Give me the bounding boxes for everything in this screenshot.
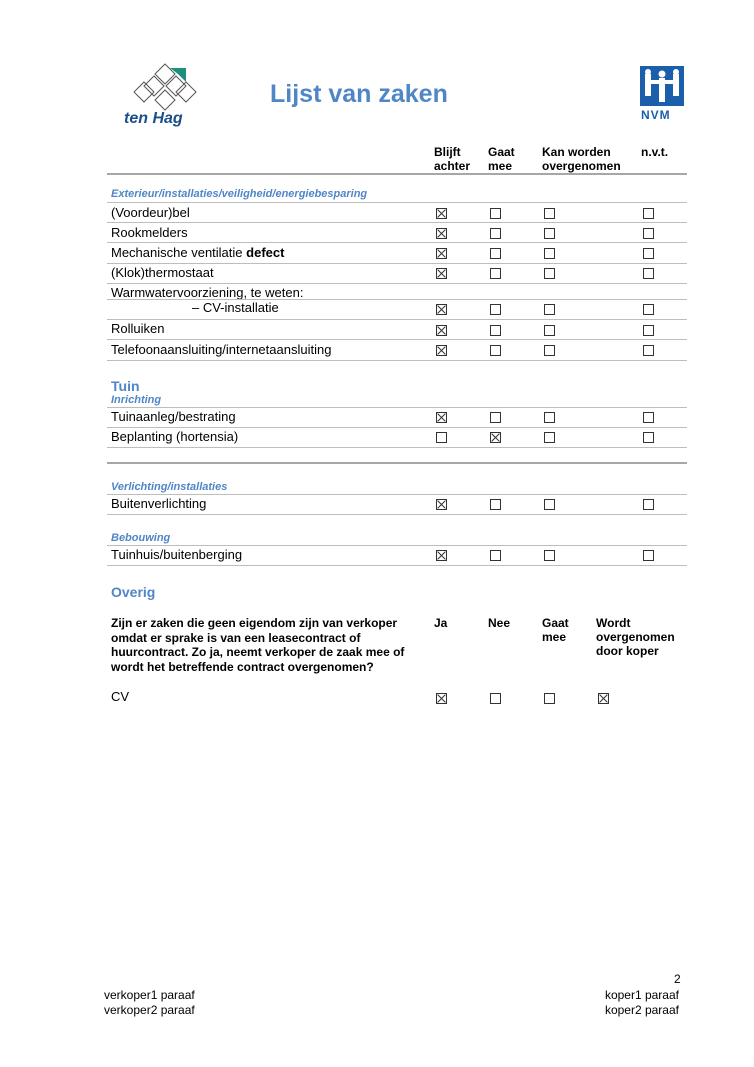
checkbox[interactable] <box>544 248 555 259</box>
divider <box>107 360 687 361</box>
checkbox[interactable] <box>643 499 654 510</box>
row-label-beplanting: Beplanting (hortensia) <box>111 429 239 444</box>
checkbox[interactable] <box>436 248 447 259</box>
row-label-cv: CV <box>111 689 130 704</box>
divider <box>107 565 687 566</box>
row-label-rolluiken: Rolluiken <box>111 321 165 336</box>
row-label-buitenverlichting: Buitenverlichting <box>111 496 207 511</box>
checkbox[interactable] <box>544 228 555 239</box>
checkbox[interactable] <box>490 228 501 239</box>
checkbox[interactable] <box>598 693 609 704</box>
divider <box>107 242 687 243</box>
checkbox[interactable] <box>544 432 555 443</box>
checkbox[interactable] <box>436 345 447 356</box>
section-bebouwing: Bebouwing <box>111 532 171 544</box>
checkbox[interactable] <box>490 208 501 219</box>
divider <box>107 462 687 464</box>
overig-question: Zijn er zaken die geen eigendom zijn van verkoper omdat er sprake is van een leasecontract of huurcontract. Zo ja, neemt verkoper de zaak mee of wordt het betreffende contract overgenomen? <box>111 616 405 674</box>
column-header-ja: Ja <box>434 616 448 630</box>
checkbox[interactable] <box>544 550 555 561</box>
checkbox[interactable] <box>544 325 555 336</box>
row-label-telefoonaansluiting: Telefoonaansluiting/internetaansluiting <box>111 342 332 357</box>
checkbox[interactable] <box>490 550 501 561</box>
footer-verkoper1: verkoper1 paraaf <box>104 988 195 1002</box>
divider <box>107 222 687 223</box>
checkbox[interactable] <box>544 499 555 510</box>
checkbox[interactable] <box>643 208 654 219</box>
checkbox[interactable] <box>643 268 654 279</box>
checkbox[interactable] <box>643 412 654 423</box>
page-title: Lijst van zaken <box>270 80 448 108</box>
section-overig: Overig <box>111 584 156 600</box>
divider <box>107 494 687 495</box>
checkbox[interactable] <box>490 432 501 443</box>
divider <box>107 319 687 320</box>
column-header-blijft-achter: Blijft achter <box>434 145 471 173</box>
checkbox[interactable] <box>490 345 501 356</box>
checkbox[interactable] <box>544 412 555 423</box>
checkbox[interactable] <box>544 208 555 219</box>
row-label-rookmelders: Rookmelders <box>111 225 188 240</box>
checkbox[interactable] <box>544 345 555 356</box>
footer-koper1: koper1 paraaf <box>604 988 679 1002</box>
checkbox[interactable] <box>643 248 654 259</box>
section-verlichting: Verlichting/installaties <box>111 481 228 493</box>
checkbox[interactable] <box>643 325 654 336</box>
divider <box>107 514 687 515</box>
checkbox[interactable] <box>436 499 447 510</box>
divider <box>107 339 687 340</box>
checkbox[interactable] <box>643 228 654 239</box>
pinwheel-logo-icon <box>130 60 200 112</box>
nvm-logo <box>640 66 684 126</box>
nvm-emblem-icon <box>640 66 684 106</box>
checkbox[interactable] <box>490 412 501 423</box>
column-header-kan-worden-overgenomen: Kan worden overgenomen <box>542 145 621 173</box>
checkbox[interactable] <box>643 345 654 356</box>
divider <box>107 283 687 284</box>
divider <box>107 263 687 264</box>
checkbox[interactable] <box>436 268 447 279</box>
header-divider <box>107 173 687 175</box>
divider <box>107 407 687 408</box>
checkbox[interactable] <box>436 432 447 443</box>
row-label-cv-installatie: – CV-installatie <box>192 300 279 315</box>
section-tuin: Tuin <box>111 378 140 394</box>
divider <box>107 545 687 546</box>
footer-verkoper2: verkoper2 paraaf <box>104 1003 195 1017</box>
checkbox[interactable] <box>544 304 555 315</box>
checkbox[interactable] <box>643 550 654 561</box>
row-label-mechanische-ventilatie: Mechanische ventilatie defect <box>111 245 285 260</box>
checkbox[interactable] <box>490 304 501 315</box>
column-header-nvt: n.v.t. <box>641 145 669 159</box>
section-inrichting: Inrichting <box>111 394 162 406</box>
checkbox[interactable] <box>436 550 447 561</box>
checkbox[interactable] <box>490 325 501 336</box>
footer-koper2: koper2 paraaf <box>604 1003 679 1017</box>
checkbox[interactable] <box>490 499 501 510</box>
divider <box>107 427 687 428</box>
checkbox[interactable] <box>643 432 654 443</box>
checkbox[interactable] <box>436 325 447 336</box>
row-label-voordeurbel: (Voordeur)bel <box>111 205 190 220</box>
checkbox[interactable] <box>436 304 447 315</box>
logo-left-text: ten Hag <box>124 110 183 127</box>
divider <box>107 202 687 203</box>
row-label-warmwatervoorziening: Warmwatervoorziening, te weten: <box>111 285 304 300</box>
row-label-klokthermostaat: (Klok)thermostaat <box>111 265 214 280</box>
checkbox[interactable] <box>436 412 447 423</box>
column-header-nee: Nee <box>488 616 511 630</box>
column-header-overig-gaat-mee: Gaat mee <box>542 616 569 644</box>
section-exterieur: Exterieur/installaties/veiligheid/energiebesparing <box>111 188 368 200</box>
divider <box>107 447 687 448</box>
column-header-gaat-mee: Gaat mee <box>488 145 515 173</box>
checkbox[interactable] <box>436 228 447 239</box>
row-label-tuinhuis: Tuinhuis/buitenberging <box>111 547 243 562</box>
checkbox[interactable] <box>490 268 501 279</box>
row-label-tuinaanleg: Tuinaanleg/bestrating <box>111 409 236 424</box>
checkbox[interactable] <box>490 248 501 259</box>
column-header-wordt-overgenomen: Wordt overgenomen door koper <box>596 616 675 658</box>
checkbox[interactable] <box>490 693 501 704</box>
checkbox[interactable] <box>544 268 555 279</box>
checkbox[interactable] <box>436 208 447 219</box>
logo-right-text: NVM <box>641 108 671 122</box>
ten-hag-logo <box>118 60 208 130</box>
checkbox[interactable] <box>544 693 555 704</box>
checkbox[interactable] <box>643 304 654 315</box>
page-number: 2 <box>674 972 681 986</box>
checkbox[interactable] <box>436 693 447 704</box>
